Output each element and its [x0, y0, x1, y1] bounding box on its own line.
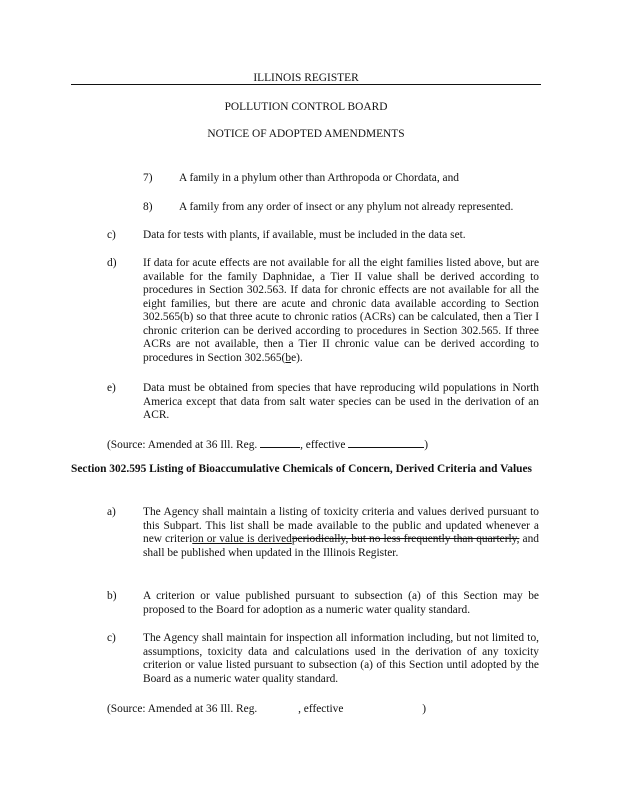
source-suffix: ) [422, 703, 427, 715]
effective-blank [346, 702, 422, 712]
subsection-text: A criterion or value published pursuant to subsection (a) of this Section may be proposed to the Board for adoption as a numeric water quality standard. [143, 590, 539, 616]
list-item-text: A family in a phylum other than Arthropoda or Chordata, and [179, 172, 459, 184]
source-note [107, 437, 428, 453]
notice-title: NOTICE OF ADOPTED AMENDMENTS [207, 128, 405, 140]
source-suffix: ) [424, 439, 429, 451]
agency-title: POLLUTION CONTROL BOARD [224, 101, 388, 113]
deleted-text: periodically, but no less frequently than quarterly, [291, 533, 520, 545]
subsection-label: e) [107, 382, 116, 394]
source-note [107, 702, 426, 717]
reg-blank [260, 702, 298, 712]
list-item-label: 8) [143, 201, 153, 213]
list-item-label: 7) [143, 172, 153, 184]
subsection-label: b) [107, 590, 117, 602]
source-prefix: (Source: Amended at 36 Ill. Reg. [107, 439, 261, 451]
subsection-label: d) [107, 257, 117, 269]
register-title: ILLINOIS REGISTER [253, 72, 359, 84]
reg-blank [260, 437, 300, 448]
subsection-text: Data must be obtained from species that have reproducing wild populations in North America except that data from salt water species can be used in the derivation of an ACR. [143, 382, 539, 421]
section-heading: Section 302.595 Listing of Bioaccumulative Chemicals of Concern, Derived Criteria and Values [71, 463, 532, 475]
subsection-text: The Agency shall maintain for inspection all information including, but not limited to, assumptions, toxicity data and calculations used in the derivation of any toxicity criterion or value listed pursuant to subsection (a) of this Section until adopted by the Board as a numeric water quality standard. [143, 632, 539, 685]
text-segment: and shall be published when updated in the Illinois Register. [143, 533, 539, 559]
source-mid: , effective [300, 439, 349, 451]
text-segment: e). [291, 351, 303, 364]
inserted-text: on or value is derived [192, 533, 292, 545]
subsection-text: Data for tests with plants, if available, must be included in the data set. [143, 229, 466, 241]
text-segment: If data for acute effects are not available for all the eight families listed above, but are available for the family Daphnidae, a Tier II value shall be derived according to procedures in Section 302.563. If data for chronic effects are not available for all the eight families, but there are acute and chronic data available according to Section 302.565(b) so that three acute to chronic ratios (ACRs) can be calculated, then a Tier I chronic criterion can be derived according to procedures in Section 302.565. If three ACRs are not available, then a Tier II chronic value can be derived according to procedures in Section 302.565( [143, 257, 539, 364]
header-rule [71, 84, 541, 85]
subsection-label: c) [107, 229, 116, 241]
effective-blank [348, 437, 424, 448]
source-mid: , effective [298, 703, 347, 715]
subsection-text [143, 257, 539, 365]
subsection-text [143, 506, 539, 560]
text-segment: The Agency shall maintain a listing of toxicity criteria and values derived pursuant to this Subpart. This list shall be made available to the public and updated whenever a new criteri [143, 506, 539, 545]
source-prefix: (Source: Amended at 36 Ill. Reg. [107, 703, 261, 715]
list-item-text: A family from any order of insect or any phylum not already represented. [179, 201, 514, 213]
inserted-text: b [285, 351, 292, 364]
subsection-label: a) [107, 506, 116, 518]
subsection-label: c) [107, 632, 116, 644]
